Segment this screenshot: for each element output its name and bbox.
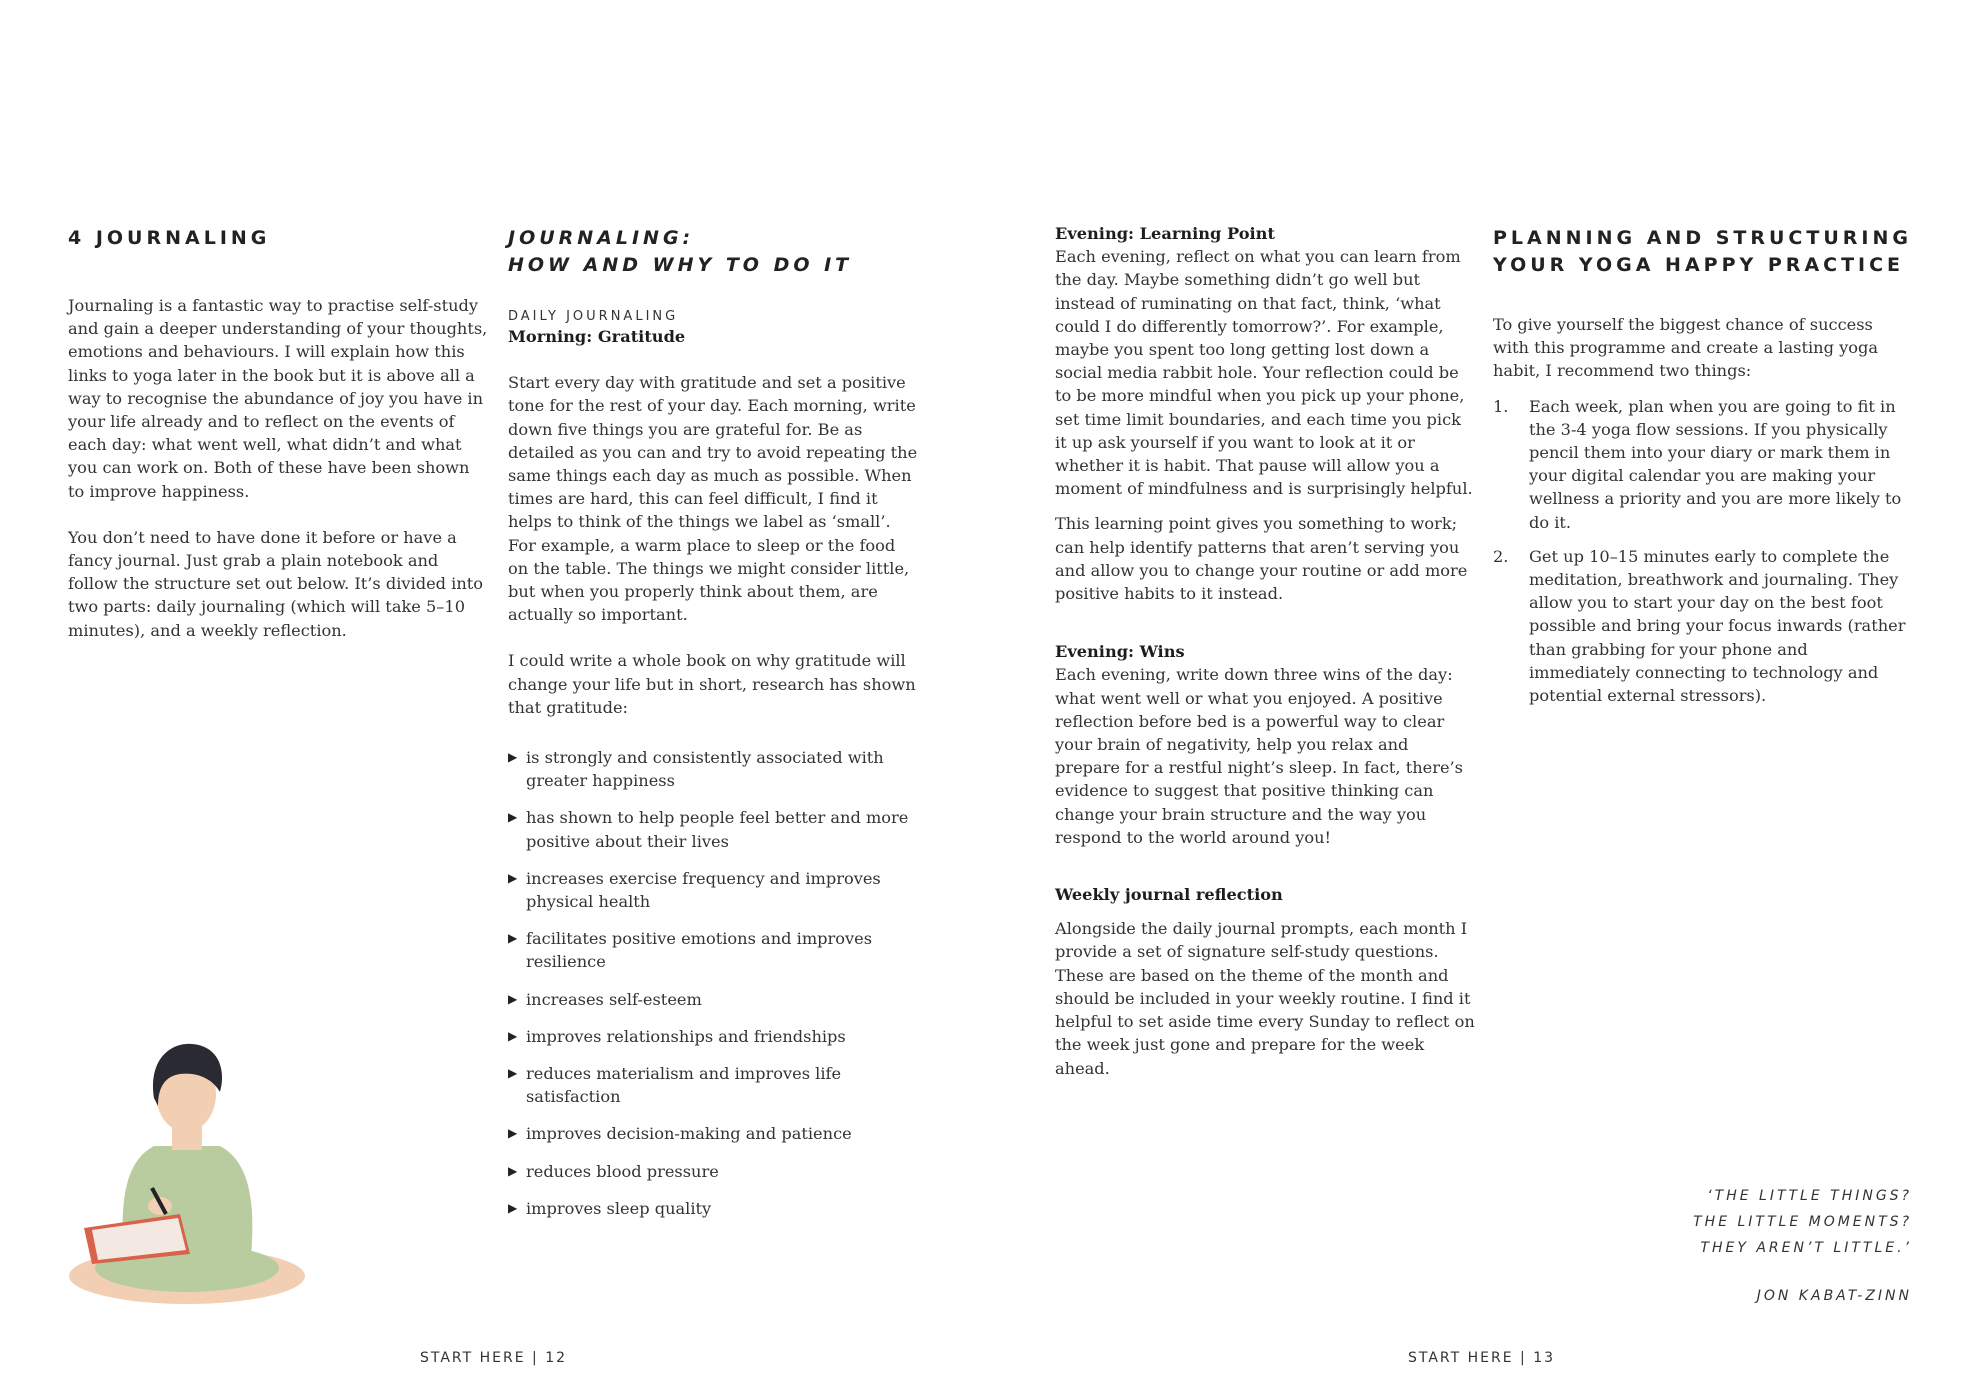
list-item: ▶ improves decision-making and patience [508,1122,918,1145]
planning-heading [1493,225,1913,279]
list-item: ▶ reduces blood pressure [508,1160,918,1183]
pull-quote [1693,1183,1912,1309]
column-how-and-why [508,225,918,1234]
triangle-bullet-icon: ▶ [508,810,518,825]
step-number: 1. [1493,396,1509,416]
quote-line-2: THE LITTLE MOMENTS? [1693,1214,1912,1230]
planning-paragraph: To give yourself the biggest chance of success with this programme and create a lasting yoga habit, I recommend two things: [1493,315,1878,381]
page-footer-right: START HERE | 13 [1408,1350,1556,1366]
intro-paragraph-2: You don’t need to have done it before or have a fancy journal. Just grab a plain notebook and follow the structure set out below. It’s divided into two parts: daily journaling (which will take 5–10 minutes), and a weekly reflection. [68,527,484,640]
column-journaling-intro [68,225,488,642]
section-heading-journaling: 4 JOURNALING [68,227,271,249]
triangle-bullet-icon: ▶ [508,750,518,765]
step-number: 2. [1493,546,1509,566]
triangle-bullet-icon: ▶ [508,1066,518,1081]
morning-gratitude-subheading: Morning: Gratitude [508,327,686,346]
step-text: Each week, plan when you are going to fit in the 3-4 yoga flow sessions. If you physically pencil them into your diary or mark them in your digital calendar you are making your wellness a priority and you are more likely to do it. [1529,396,1902,532]
list-item: ▶ reduces materialism and improves life satisfaction [508,1064,842,1107]
gratitude-benefits-list [508,746,918,1220]
quote-line-1: ‘THE LITTLE THINGS? [1707,1188,1912,1204]
list-item: ▶ is strongly and consistently associated with greater happiness [508,748,884,791]
triangle-bullet-icon: ▶ [508,991,518,1006]
gratitude-paragraph-2: I could write a whole book on why gratitude will change your life but in short, research has shown that gratitude: [508,651,916,717]
column-evening-reflection [1055,225,1475,1080]
triangle-bullet-icon: ▶ [508,870,518,885]
evening-wins-paragraph: Each evening, write down three wins of the day: what went well or what you enjoyed. A positive reflection before bed is a powerful way to clear your brain of negativity, help you relax and prepare for a restful night’s sleep. In fact, there’s evidence to suggest that positive thinking can change your brain structure and the way you respond to the world around you! [1055,665,1463,847]
planning-heading-line2: YOUR YOGA HAPPY PRACTICE [1493,254,1905,276]
list-item: ▶ improves relationships and friendships [508,1025,918,1048]
triangle-bullet-icon: ▶ [508,1200,518,1215]
triangle-bullet-icon: ▶ [508,931,518,946]
daily-journaling-kicker: DAILY JOURNALING [508,309,679,324]
list-item [1493,395,1913,534]
evening-learning-subheading: Evening: Learning Point [1055,224,1275,243]
list-item: ▶ increases self-esteem [508,988,918,1011]
journaling-person-illustration [62,1028,312,1308]
triangle-bullet-icon: ▶ [508,1028,518,1043]
gratitude-paragraph-1: Start every day with gratitude and set a positive tone for the rest of your day. Each morning, write down five things you are grateful for. Be as detailed as you can and try to avoid repeating the same things each day as much as possible. When times are hard, this can feel difficult, I find it helps to think of the things we label as ‘small’. For example, a warm place to sleep or the food on the table. The things we might consider little, but when you properly think about them, are actually so important. [508,373,918,625]
quote-author: JON KABAT-ZINN [1756,1288,1912,1304]
list-item: ▶ has shown to help people feel better and more positive about their lives [508,808,909,851]
list-item: ▶ increases exercise frequency and improves physical health [508,868,881,912]
list-item [1493,545,1913,707]
planning-heading-line1: PLANNING AND STRUCTURING [1493,227,1912,249]
weekly-reflection-paragraph: Alongside the daily journal prompts, each month I provide a set of signature self-study questions. These are based on the theme of the month and should be included in your weekly routine. I find it helpful to set aside time every Sunday to reflect on the week just gone and prepare for the week ahead. [1055,919,1475,1078]
how-why-heading-line2: HOW AND WHY TO DO IT [508,254,853,276]
weekly-reflection-subheading: Weekly journal reflection [1055,885,1283,905]
list-item: ▶ facilitates positive emotions and improves resilience [508,929,873,972]
column-planning [1493,225,1913,718]
triangle-bullet-icon: ▶ [508,1163,518,1178]
list-item: ▶ improves sleep quality [508,1197,918,1220]
intro-paragraph-1: Journaling is a fantastic way to practise self-study and gain a deeper understanding of your thoughts, emotions and behaviours. I will explain how this links to yoga later in the book but it is above all a way to recognise the abundance of joy you have in your life already and to reflect on the events of each day: what went well, what didn’t and what you can work on. Both of these have been shown to improve happiness. [68,296,488,501]
learning-point-followup: This learning point gives you something to work; can help identify patterns that aren’t serving you and allow you to change your routine or add more positive habits to it instead. [1055,514,1468,604]
quote-line-3: THEY AREN’T LITTLE.’ [1700,1240,1912,1256]
page-footer-left: START HERE | 12 [420,1350,568,1366]
planning-steps-list [1493,395,1913,708]
triangle-bullet-icon: ▶ [508,1126,518,1141]
step-text: Get up 10–15 minutes early to complete the meditation, breathwork and journaling. They allow you to start your day on the best foot possible and bring your focus inwards (rather than grabbing for your phone and immediately connecting to technology and potential external stressors). [1529,546,1906,706]
how-why-heading [508,225,918,279]
evening-wins-subheading: Evening: Wins [1055,642,1185,662]
learning-point-paragraph: Each evening, reflect on what you can learn from the day. Maybe something didn’t go well but instead of ruminating on that fact, think, ‘what could I do differently tomorrow?’. For example, maybe you spent too long getting lost down a social media rabbit hole. Your reflection could be to be more mindful when you pick up your phone, set time limit boundaries, and each time you pick it up ask yourself if you want to look at it or whether it is habit. That pause will allow you a moment of mindfulness and is surprisingly helpful. [1055,247,1473,499]
how-why-heading-line1: JOURNALING: [508,227,695,249]
